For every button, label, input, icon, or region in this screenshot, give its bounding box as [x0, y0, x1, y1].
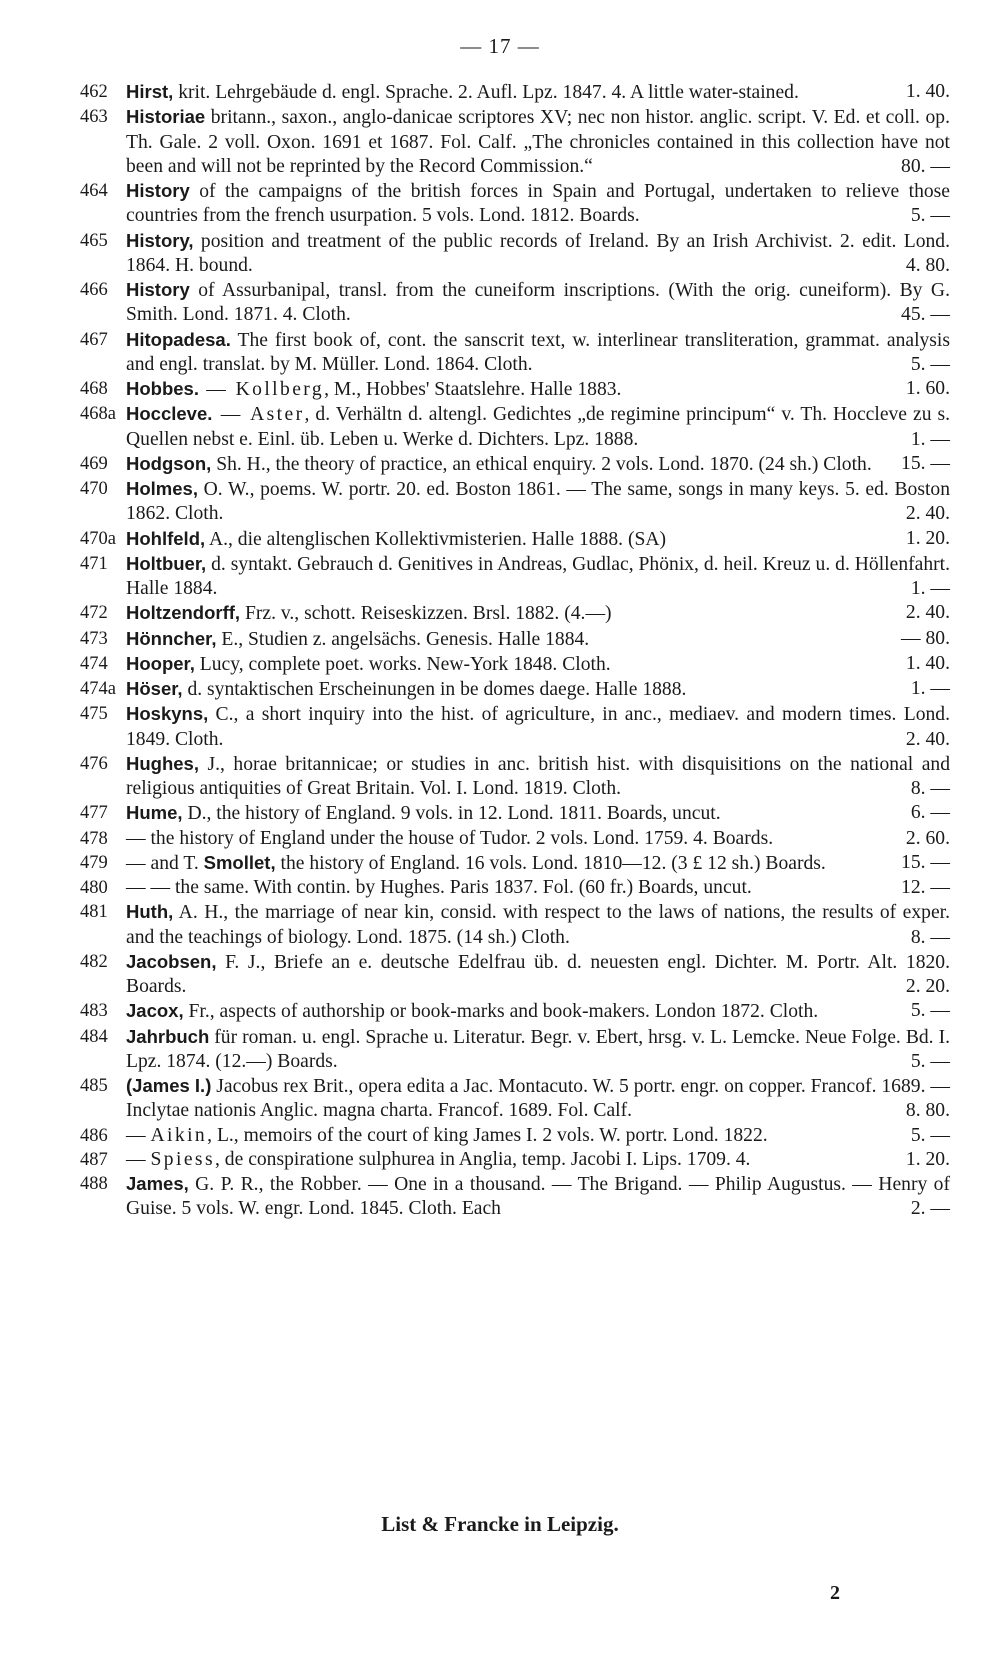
entry-price: 5. — [910, 1124, 950, 1146]
entry-text: , M., Hobbes' Staatslehre. Halle 1883. [324, 379, 622, 400]
entry-headword: Jahrbuch [126, 1025, 210, 1047]
entry-headword: Holtbuer, [126, 552, 207, 574]
entry-number: 464 [80, 181, 108, 201]
entry-number: 468 [80, 379, 108, 399]
entry-lead: — and T. [126, 852, 204, 874]
page-number: — 17 — [460, 34, 540, 58]
entry-price: 2. 60. [905, 827, 950, 849]
entry-text: , d. Verhältn d. altengl. Gedichtes „de regimine principum“ v. Th. Hoccleve zu s. Quellen nebst e. Einl. üb. Leben u. Werke d. Dichters. Lpz. 1888. [126, 404, 950, 450]
entry-number: 468a [80, 404, 116, 425]
entry-number: 477 [80, 803, 108, 824]
catalogue-entry [80, 402, 950, 452]
entry-number: 474 [80, 653, 108, 674]
entry-headword: Hoccleve. [126, 403, 213, 425]
entry-headword: Hohlfeld, [126, 527, 206, 549]
entry-lead: — [126, 1124, 151, 1146]
catalogue-entry [80, 179, 950, 229]
entry-text: A., die altenglischen Kollektivmisterien. Halle 1888. (SA) [205, 528, 667, 550]
entry-lead: — — the same. With contin. by Hughes. Paris 1837. Fol. (60 fr.) Boards, uncut. [126, 877, 752, 898]
entry-price: 1. — [910, 678, 950, 699]
catalogue-entry [80, 1172, 950, 1222]
catalogue-entry [80, 900, 950, 950]
entry-number: 473 [80, 628, 108, 649]
entry-author: Aikin [150, 1124, 208, 1146]
entry-author: — Aster [212, 404, 305, 426]
catalogue-entry [80, 377, 950, 402]
entry-number: 476 [80, 753, 108, 774]
entry-headword: History [126, 279, 190, 300]
catalogue-entry [80, 801, 950, 826]
entry-text: J., horae britannicae; or studies in anc. british hist. with disquisitions on the national and religious antiquities of Great Britain. Vol. I. Lond. 1819. Cloth. [126, 753, 950, 799]
entry-number: 482 [80, 951, 108, 972]
entry-price: 6. — [910, 802, 950, 824]
entry-price: 1. 20. [905, 527, 950, 549]
entry-price: 2. 40. [905, 728, 950, 750]
entry-price: 8. 80. [905, 1100, 950, 1122]
entry-price: 1. — [910, 428, 950, 450]
entry-number: 483 [80, 1001, 108, 1022]
entry-number: 471 [80, 553, 108, 574]
entry-text: position and treatment of the public records of Ireland. By an Irish Archivist. 2. edit. Lond. 1864. H. bound. [126, 230, 950, 276]
catalogue-entry [80, 80, 950, 105]
entry-number: 488 [80, 1174, 108, 1194]
entry-headword: (James I.) [126, 1075, 212, 1096]
entry-headword: History [126, 180, 190, 201]
entry-text: krit. Lehrgebäude d. engl. Sprache. 2. Aufl. Lpz. 1847. 4. A little water-stained. [173, 82, 799, 103]
entry-text: Lucy, complete poet. works. New-York 1848. Cloth. [194, 653, 611, 675]
entry-number: 487 [80, 1149, 108, 1170]
entry-text: C., a short inquiry into the hist. of agriculture, in anc., mediaev. and modern times. Lond. 1849. Cloth. [126, 704, 950, 750]
entry-number: 480 [80, 878, 108, 898]
entry-headword: Hirst, [126, 81, 174, 102]
entry-text: O. W., poems. W. portr. 20. ed. Boston 1861. — The same, songs in many keys. 5. ed. Boston 1862. Cloth. [126, 479, 950, 525]
entry-text: Sh. H., the theory of practice, an ethical enquiry. 2 vols. Lond. 1870. (24 sh.) Cloth. [211, 453, 872, 475]
entry-number: 472 [80, 603, 108, 624]
entry-headword: Huth, [126, 901, 174, 923]
catalogue-entry [80, 552, 950, 602]
entry-headword: Holtzendorff, [126, 602, 241, 624]
entry-number: 466 [80, 280, 108, 300]
catalogue-entry [80, 1074, 950, 1124]
entry-text: Jacobus rex Brit., opera edita a Jac. Montacuto. W. 5 portr. engr. on copper. Francof. 1689. — Inclytae nationis Anglic. magna charta. Francof. 1689. Fol. Calf. [126, 1076, 950, 1122]
signature-mark: 2 [830, 1582, 840, 1604]
entry-price: 2. 40. [905, 602, 950, 624]
entry-headword: Hooper, [126, 652, 195, 674]
entry-number: 462 [80, 82, 108, 102]
publisher-footer: List & Francke in Leipzig. [381, 1512, 619, 1536]
entry-number: 474a [80, 679, 116, 699]
entry-price: 1. 20. [905, 1148, 950, 1170]
entry-price: 12. — [901, 877, 950, 898]
entry-headword: Hume, [126, 802, 183, 824]
entry-number: 484 [80, 1026, 108, 1047]
entry-number: 475 [80, 704, 108, 725]
entry-text: D., the history of England. 9 vols. in 12. Lond. 1811. Boards, uncut. [182, 803, 721, 825]
entry-text: A. H., the marriage of near kin, consid. with respect to the laws of nations, the results of exper. and the teachings of biology. Lond. 1875. (14 sh.) Cloth. [126, 902, 950, 948]
entry-number: 470a [80, 528, 116, 549]
entry-number: 486 [80, 1125, 108, 1146]
entry-number: 479 [80, 852, 108, 873]
entry-headword: Hobbes. [126, 378, 199, 399]
entry-headword: History, [126, 229, 194, 251]
entry-price: 5. — [910, 205, 950, 227]
entry-price: 15. — [901, 452, 950, 474]
entry-number: 463 [80, 107, 108, 128]
entry-number: 465 [80, 230, 108, 251]
entry-headword: Smollet, [203, 851, 276, 873]
catalogue-entry [80, 328, 950, 378]
entry-text: Fr., aspects of authorship or book-marks and book-makers. London 1872. Cloth. [183, 1001, 819, 1023]
catalogue-entry [80, 229, 950, 279]
catalogue-entry [80, 876, 950, 900]
entry-number: 478 [80, 828, 108, 849]
catalogue-entry [80, 999, 950, 1024]
entry-text: für roman. u. engl. Sprache u. Literatur. Begr. v. Ebert, hrsg. v. L. Lemcke. Neue Folge. Bd. I. Lpz. 1874. (12.—) Boards. [126, 1026, 950, 1072]
catalogue-entry [80, 702, 950, 752]
entry-text: the history of England. 16 vols. Lond. 1810—12. (3 £ 12 sh.) Boards. [275, 852, 826, 874]
entry-price: 1. — [910, 578, 950, 599]
entry-text: of the campaigns of the british forces in Spain and Portugal, undertaken to relieve those countries from the french usurpation. 5 vols. Lond. 1812. Boards. [126, 181, 950, 227]
entry-number: 481 [80, 902, 108, 923]
entry-lead: — [126, 1148, 151, 1170]
entry-headword: Hoskyns, [126, 703, 209, 725]
catalogue-entry [80, 1124, 950, 1148]
entry-number: 485 [80, 1076, 108, 1096]
entry-headword: Jacox, [126, 1000, 184, 1022]
catalogue-entry [80, 278, 950, 328]
entry-headword: Jacobsen, [126, 950, 217, 972]
entry-headword: Hitopadesa. [126, 328, 231, 350]
catalogue-entry [80, 677, 950, 702]
entry-text: E., Studien z. angelsächs. Genesis. Halle 1884. [216, 628, 590, 650]
entry-price: 4. 80. [905, 254, 950, 276]
entry-text: F. J., Briefe an e. deutsche Edelfrau üb. d. neuesten engl. Dichter. M. Portr. Alt. 1820. Boards. [126, 951, 950, 997]
entry-price: 45. — [901, 304, 950, 326]
entry-headword: Hodgson, [126, 452, 212, 474]
entry-headword: Historiae [126, 106, 206, 128]
entry-text: of Assurbanipal, transl. from the cuneiform inscriptions. (With the orig. cuneiform). By G. Smith. Lond. 1871. 4. Cloth. [126, 280, 950, 326]
entry-price: 5. — [910, 353, 950, 375]
entry-text: The first book of, cont. the sanscrit text, w. interlinear transliteration, grammat. analysis and engl. translat. by M. Müller. Lond. 1864. Cloth. [126, 329, 950, 375]
entry-text: d. syntaktischen Erscheinungen in be domes daege. Halle 1888. [182, 679, 687, 700]
entry-headword: James, [126, 1173, 189, 1194]
entry-text: , de conspiratione sulphurea in Anglia, temp. Jacobi I. Lips. 1709. 4. [215, 1148, 751, 1170]
catalogue-entry [80, 527, 950, 552]
entry-price: 1. 40. [905, 81, 950, 102]
entry-author: Spiess [150, 1148, 215, 1170]
entry-price: 5. — [910, 1000, 950, 1022]
entry-price: 1. 60. [905, 378, 950, 399]
entry-text: d. syntakt. Gebrauch d. Genitives in Andreas, Gudlac, Phönix, d. heil. Kreuz u. d. Höllenfahrt. Halle 1884. [126, 553, 950, 599]
entry-lead: — the history of England under the house of Tudor. 2 vols. Lond. 1759. 4. Boards. [126, 827, 774, 849]
catalogue-entry [80, 1148, 950, 1172]
entry-price: 8. — [910, 926, 950, 948]
entry-author: — Kollberg [198, 379, 325, 400]
entry-headword: Höser, [126, 678, 183, 699]
catalogue-entries [80, 80, 950, 1222]
entry-headword: Hönncher, [126, 627, 217, 649]
entry-number: 469 [80, 453, 108, 474]
entry-number: 470 [80, 479, 108, 499]
catalogue-entry [80, 827, 950, 851]
entry-price: 5. — [910, 1050, 950, 1072]
catalogue-entry [80, 452, 950, 477]
entry-price: 2. 20. [905, 976, 950, 997]
entry-headword: Holmes, [126, 478, 198, 499]
entry-price: — 80. [901, 627, 950, 649]
catalogue-entry [80, 1025, 950, 1075]
entry-price: 1. 40. [905, 652, 950, 674]
catalogue-entry [80, 477, 950, 527]
entry-price: 2. 40. [905, 503, 950, 525]
catalogue-entry [80, 851, 950, 876]
catalogue-entry [80, 752, 950, 802]
catalogue-entry [80, 105, 950, 179]
catalogue-entry [80, 652, 950, 677]
entry-text: britann., saxon., anglo-danicae scriptores XV; nec non histor. anglic. script. V. Ed. et coll. op. Th. Gale. 2 voll. Oxon. 1691 et 1687. Fol. Calf. „The chronicles contained in this collection have not been and will not be reprinted by the Record Commission.“ [126, 107, 950, 177]
entry-text: G. P. R., the Robber. — One in a thousand. — The Brigand. — Philip Augustus. — Henry of Guise. 5 vols. W. engr. Lond. 1845. Cloth. Each [126, 1174, 950, 1220]
entry-price: 8. — [910, 778, 950, 799]
catalogue-entry [80, 627, 950, 652]
catalogue-entry [80, 950, 950, 1000]
entry-headword: Hughes, [126, 752, 199, 774]
entry-number: 467 [80, 329, 108, 350]
entry-text: Frz. v., schott. Reiseskizzen. Brsl. 1882. (4.—) [240, 603, 612, 625]
entry-price: 80. — [901, 155, 950, 177]
catalogue-entry [80, 601, 950, 626]
entry-price: 2. — [910, 1198, 950, 1220]
entry-price: 15. — [901, 851, 950, 873]
entry-text: , L., memoirs of the court of king James I. 2 vols. W. portr. Lond. 1822. [207, 1124, 768, 1146]
